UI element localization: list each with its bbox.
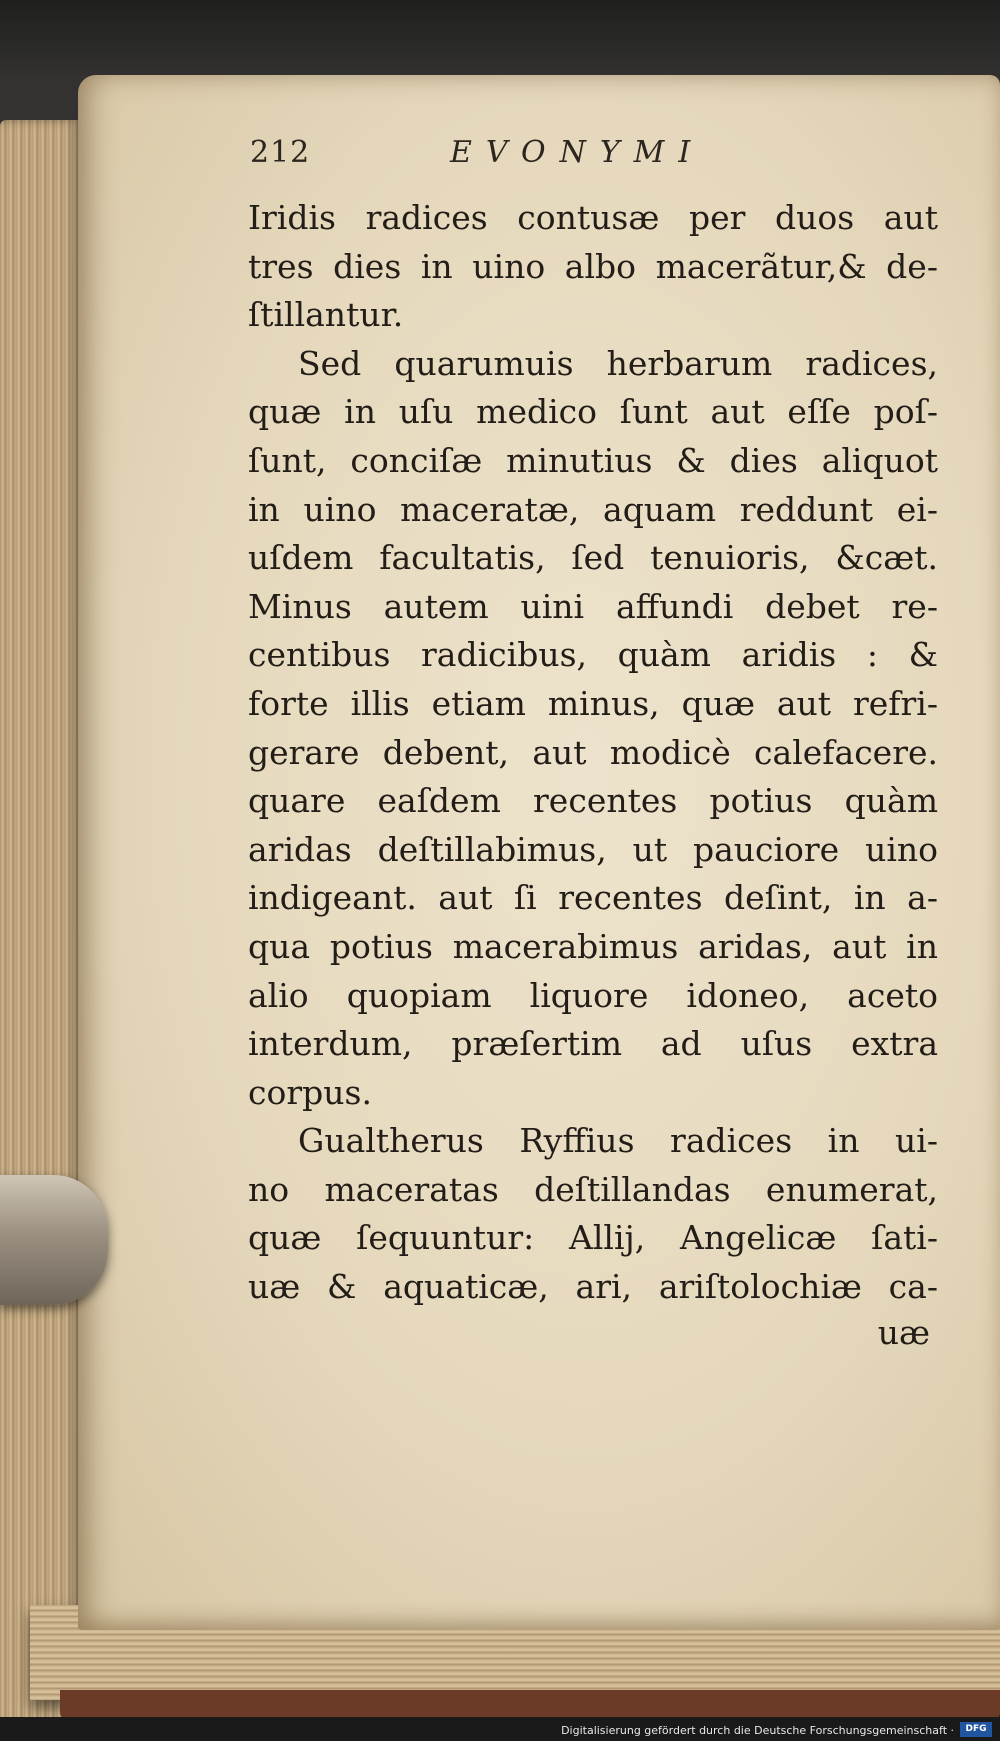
text-line: quare eaſdem recentes potius quàm <box>248 781 938 821</box>
text-line: uſdem facultatis, ſed tenuioris, &cæt. <box>248 538 938 578</box>
text-line: aridas deſtillabimus, ut pauciore uino <box>248 829 938 869</box>
text-line: Minus autem uini affundi debet re- <box>248 586 938 626</box>
text-line: corpus. <box>248 1072 372 1112</box>
text-block <box>248 194 938 1312</box>
page-number: 212 <box>250 135 311 170</box>
funding-credit: Digitalisierung gefördert durch die Deutsche Forschungsgemeinschaft · <box>561 1724 954 1737</box>
text-line: forte illis etiam minus, quæ aut refri- <box>248 683 938 723</box>
text-line: qua potius macerabimus aridas, aut in <box>248 926 938 966</box>
text-line: Iridis radices contusæ per duos aut <box>248 198 938 237</box>
text-line: no maceratas deſtillandas enumerat, <box>248 1169 938 1209</box>
text-line: ſtillantur. <box>248 295 404 335</box>
page-clip <box>0 1175 108 1305</box>
text-line: ſunt, conciſæ minutius & dies aliquot <box>248 440 938 480</box>
text-line: interdum, præſertim ad uſus extra <box>248 1024 938 1064</box>
text-line: indigeant. aut ſi recentes deſint, in a- <box>248 878 938 918</box>
text-line: alio quopiam liquore idoneo, aceto <box>248 975 938 1015</box>
running-title: EVONYMI <box>450 135 705 170</box>
dfg-logo: DFG <box>960 1722 992 1737</box>
book-binding <box>60 1690 1000 1720</box>
catchword: uæ <box>877 1313 930 1352</box>
footer-bar <box>0 1717 1000 1741</box>
text-line: tres dies in uino albo macerãtur,& de- <box>248 246 938 286</box>
text-line: gerare debent, aut modicè calefacere. <box>248 732 938 772</box>
text-line: quæ in uſu medico ſunt aut eſſe poſ- <box>248 392 938 432</box>
text-line: uæ & aquaticæ, ari, ariſtolochiæ ca- <box>248 1267 938 1307</box>
text-line: Gualtherus Ryffius radices in ui- <box>298 1121 938 1161</box>
text-line: centibus radicibus, quàm aridis : & <box>248 635 938 675</box>
text-line: in uino maceratæ, aquam reddunt ei- <box>248 489 938 529</box>
text-line: Sed quarumuis herbarum radices, <box>298 343 938 383</box>
running-head <box>250 135 950 185</box>
text-line: quæ ſequuntur: Allij, Angelicæ ſati- <box>248 1218 938 1258</box>
book-page-edges <box>0 120 80 1740</box>
